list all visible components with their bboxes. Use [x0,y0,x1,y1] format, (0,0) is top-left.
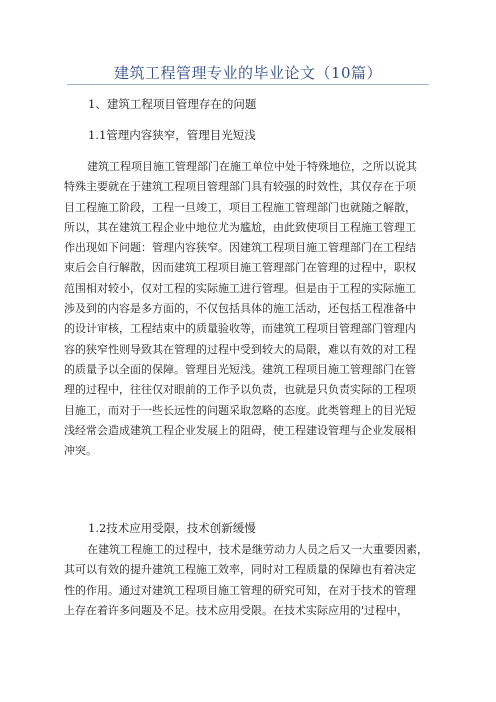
paragraph-1-line: 容的狭窄性则导致其在管理的过程中受到较大的局限，难以有效的对工程 [64,342,416,356]
paragraph-1-line: 束后会自行解散，因而建筑工程项目施工管理部门在管理的过程中，职权 [64,261,416,275]
section-heading-1: 1、建筑工程项目管理存在的问题 [88,97,257,111]
paragraph-1-line: 的质量予以全面的保障。管理目光短浅。建筑工程项目施工管理部门在管 [64,362,416,376]
paragraph-1 [64,157,444,461]
title-underline [67,84,429,85]
paragraph-1-line: 建筑工程项目施工管理部门在施工单位中处于特殊地位，之所以说其 [87,160,417,173]
paragraph-1-line: 涉及到的内容是多方面的，不仅包括具体的施工活动，还包括工程准备中 [64,302,416,316]
document-title: 建筑工程管理专业的毕业论文（10篇） [113,64,383,82]
paragraph-1-line: 的设计审核，工程结束中的质量验收等，而建筑工程项目管理部门管理内 [64,322,416,336]
paragraph-2-line: 在建筑工程施工的过程中，技术是继劳动力人员之后又一大重要因素， [87,543,428,556]
paragraph-1-line: 范围相对较小，仅对工程的实际施工进行管理。但是由于工程的实际施工 [64,281,416,295]
subsection-heading-1-1: 1.1管理内容狭窄，管理目光短浅 [88,128,256,142]
paragraph-2 [64,540,444,621]
paragraph-2-line: 上存在着许多问题及不足。技术应用受限。在技术实际应用的'过程中， [64,603,409,617]
paragraph-1-line: 目施工，而对于一些长远性的问题采取忽略的态度。此类管理上的目光短 [64,403,416,417]
paragraph-1-line: 浅经常会造成建筑工程企业发展上的阻碍，使工程建设管理与企业发展相 [64,423,416,437]
paragraph-2-line: 性的作用。通过对建筑工程项目施工管理的研究可知，在对于技术的管理 [64,583,416,597]
paragraph-1-line: 特殊主要就在于建筑工程项目管理部门具有较强的时效性，其仅存在于项 [64,180,416,194]
paragraph-1-line: 目工程施工阶段，工程一旦竣工，项目工程施工管理部门也就随之解散， [64,200,416,214]
paragraph-1-line: 作出现如下问题：管理内容狭窄。因建筑工程项目施工管理部门在工程结 [64,241,416,255]
paragraph-1-line: 理的过程中，往往仅对眼前的工作予以负责，也就是只负责实际的工程项 [64,383,416,397]
paragraph-1-line: 所以，其在建筑工程企业中地位尤为尴尬，由此致使项目工程施工管理工 [64,220,416,234]
paragraph-2-line: 其可以有效的提升建筑工程施工效率，同时对工程质量的保障也有着决定 [64,563,416,577]
paragraph-1-line: 冲突。 [64,444,97,458]
subsection-heading-1-2: 1.2技术应用受限，技术创新缓慢 [88,521,256,535]
